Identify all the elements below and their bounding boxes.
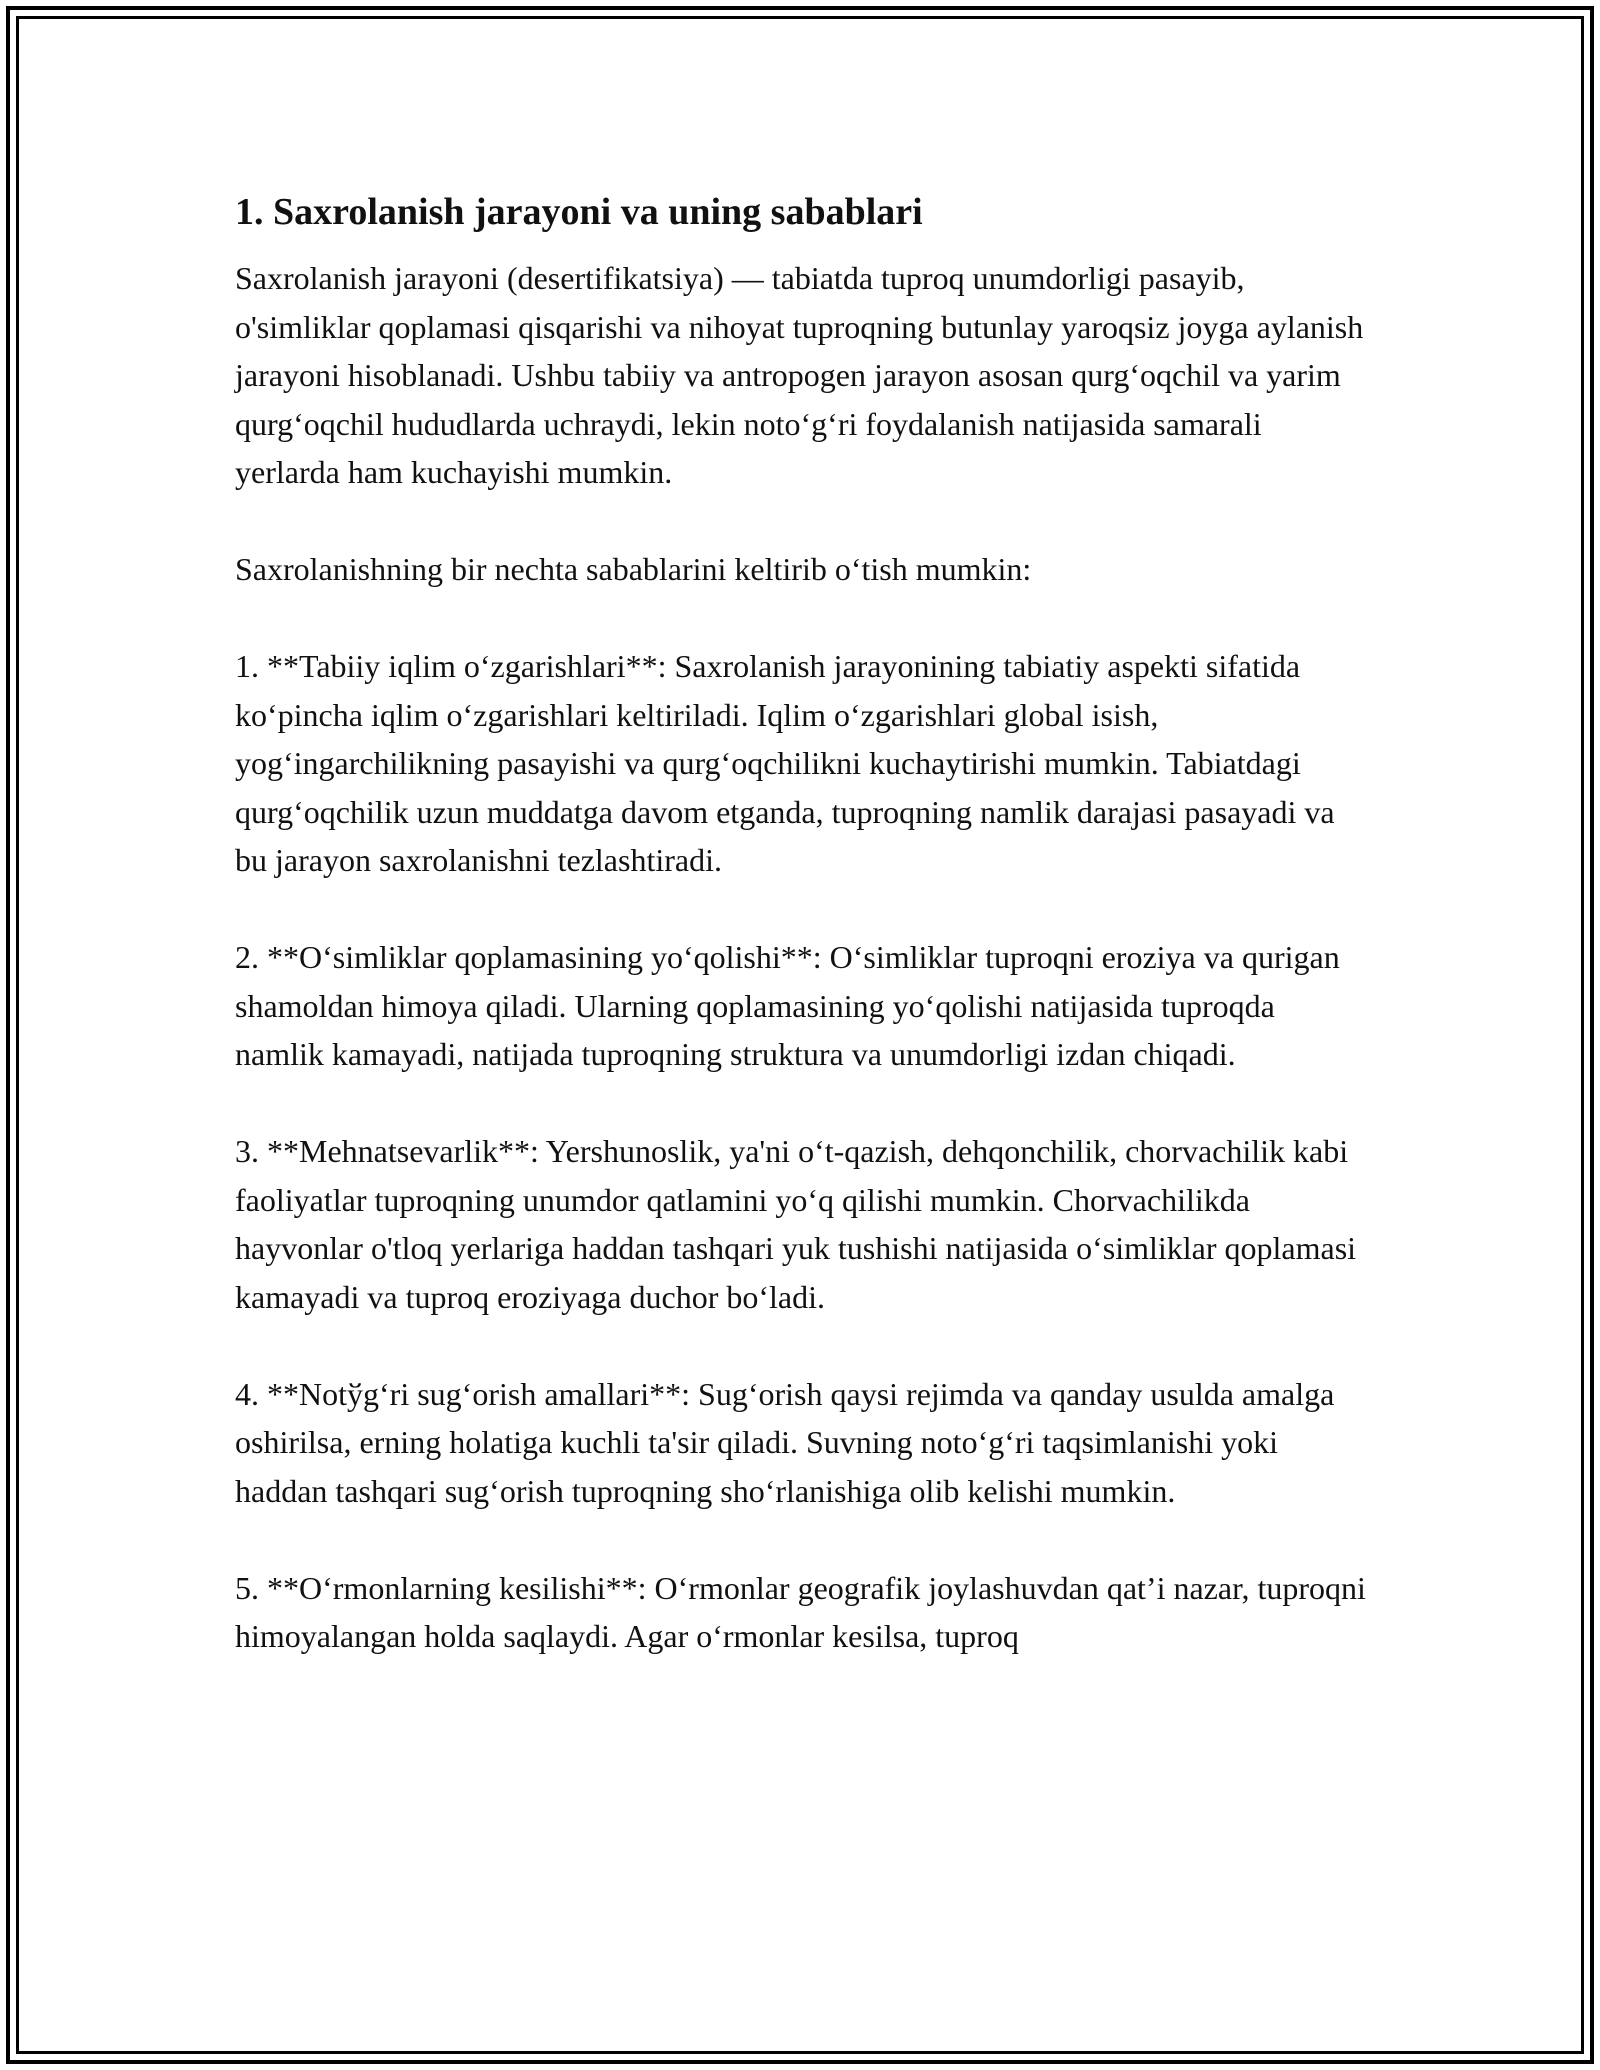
intro-paragraph: Saxrolanish jarayoni (desertifikatsiya) — tabiatda tuproq unumdorligi pasayib, o'simliklar qoplamasi qisqarishi va nihoyat tuproqning butunlay yaroqsiz joyga aylanish jarayoni hisoblanadi. Ushbu tabiiy va antropogen jarayon asosan qurg‘oqchil va yarim qurg‘oqchil hududlarda uchraydi, lekin noto‘g‘ri foydalanish natijasida samarali yerlarda ham kuchayishi mumkin. (235, 260, 1364, 490)
cause-item-deforestation: 5. **O‘rmonlarning kesilishi**: O‘rmonlar geografik joylashuvdan qat’i nazar, tuproqni himoyalangan holda saqlaydi. Agar o‘rmonlar kesilsa, tuproq (235, 1569, 1366, 1654)
cause-item-land-use: 3. **Mehnatsevarlik**: Yershunoslik, ya'ni o‘t-qazish, dehqonchilik, chorvachilik kabi faoliyatlar tuproqning unumdor qatlamini yo‘q qilishi mumkin. Chorvachilikda hayvonlar o'tloq yerlariga haddan tashqari yuk tushishi natijasida o‘simliklar qoplamasi kamayadi va tuproq eroziyaga duchor bo‘ladi. (235, 1133, 1357, 1315)
cause-item-vegetation: 2. **O‘simliklar qoplamasining yo‘qolishi**: O‘simliklar tuproqni eroziya va qurigan shamoldan himoya qiladi. Ularning qoplamasining yo‘qolishi natijasida tuproqda namlik kamayadi, natijada tuproqning struktura va unumdorligi izdan chiqadi. (235, 939, 1340, 1072)
cause-item-climate: 1. **Tabiiy iqlim o‘zgarishlari**: Saxrolanish jarayonining tabiatiy aspekti sifatida ko‘pincha iqlim o‘zgarishlari keltiriladi. Iqlim o‘zgarishlari global isish, yog‘ingarchilikning pasayishi va qurg‘oqchilikni kuchaytirishi mumkin. Tabiatdagi qurg‘oqchilik uzun muddatga davom etganda, tuproqning namlik darajasi pasayadi va bu jarayon saxrolanishni tezlashtiradi. (235, 648, 1335, 878)
section-heading: 1. Saxrolanish jarayoni va uning sabablari (235, 191, 923, 233)
document-body (235, 186, 1370, 1709)
cause-item-irrigation: 4. **Notўg‘ri sug‘orish amallari**: Sug‘orish qaysi rejimda va qanday usulda amalga oshirilsa, erning holatiga kuchli ta'sir qiladi. Suvning noto‘g‘ri taqsimlanishi yoki haddan tashqari sug‘orish tuproqning sho‘rlanishiga olib kelishi mumkin. (235, 1375, 1335, 1509)
causes-lead-paragraph: Saxrolanishning bir nechta sabablarini keltirib o‘tish mumkin: (235, 551, 1032, 587)
